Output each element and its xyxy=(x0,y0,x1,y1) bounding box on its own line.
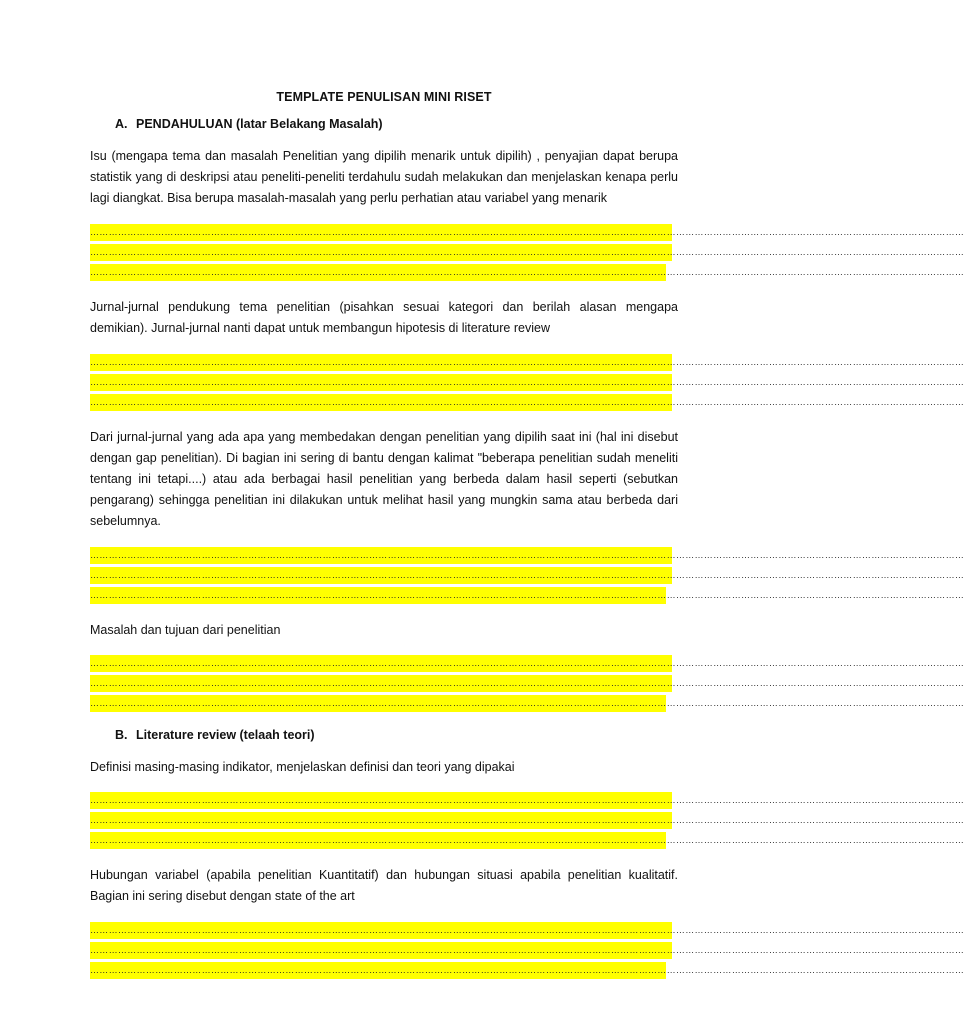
paragraph-jurnal: Jurnal-jurnal pendukung tema penelitian (pisahkan sesuai kategori dan berilah alasan mengapa demikian). Jurnal-jurnal nanti dapat untuk membangun hipotesis di literature review xyxy=(90,300,678,335)
section-b-heading xyxy=(90,728,678,742)
section-b-letter: B. xyxy=(115,728,128,742)
paragraph-masalah: Masalah dan tujuan dari penelitian xyxy=(90,623,281,637)
fill-in-block-6 xyxy=(90,922,964,979)
dotted-line: ………………………………………………………………………………………………………………………………………………………………………………………………………………………………………………………… xyxy=(90,547,672,564)
section-a-letter: A. xyxy=(115,117,128,131)
dotted-line: ………………………………………………………………………………………………………………………………………………………………………………………………………………………………………………………… xyxy=(90,922,672,939)
paragraph-gap: Dari jurnal-jurnal yang ada apa yang membedakan dengan penelitian yang dipilih saat ini (hal ini disebut dengan gap penelitian). Di bagian ini sering di bantu dengan kalimat "beberapa penelitian sudah meneliti tentang ini tetapi....) atau ada berbagai hasil penelitian yang berbeda dalam hasil seperti (sebutkan pengarang) sehingga penelitian ini dilakukan untuk melihat hasil yang mungkin sama atau berbeda dari sebelumnya. xyxy=(90,430,678,528)
fill-in-block-1 xyxy=(90,224,964,281)
fill-in-block-2 xyxy=(90,354,964,411)
fill-in-block-3 xyxy=(90,547,964,604)
section-b-title: Literature review (telaah teori) xyxy=(136,728,315,742)
dotted-line: ………………………………………………………………………………………………………………………………………………………………………………………………………………………………………………………… xyxy=(90,962,666,979)
dotted-line: ………………………………………………………………………………………………………………………………………………………………………………………………………………………………………………………… xyxy=(90,792,672,809)
dotted-line: ………………………………………………………………………………………………………………………………………………………………………………………………………………………………………………………… xyxy=(90,587,666,604)
fill-in-block-4 xyxy=(90,655,964,712)
dotted-line: ………………………………………………………………………………………………………………………………………………………………………………………………………………………………………………………… xyxy=(90,675,672,692)
dotted-line: ………………………………………………………………………………………………………………………………………………………………………………………………………………………………………………………… xyxy=(90,942,672,959)
paragraph-isu: Isu (mengapa tema dan masalah Penelitian yang dipilih menarik untuk dipilih) , penyajian dapat berupa statistik yang di deskripsi atau peneliti-peneliti terdahulu sudah melakukan dan menjelaskan kenapa perlu lagi diangkat. Bisa berupa masalah-masalah yang perlu perhatian atau variabel yang menarik xyxy=(90,149,678,205)
dotted-line: ………………………………………………………………………………………………………………………………………………………………………………………………………………………………………………………… xyxy=(90,264,666,281)
dotted-line: ………………………………………………………………………………………………………………………………………………………………………………………………………………………………………………………… xyxy=(90,354,672,371)
fill-in-block-5 xyxy=(90,792,964,849)
dotted-line: ………………………………………………………………………………………………………………………………………………………………………………………………………………………………………………………… xyxy=(90,394,672,411)
dotted-line: ………………………………………………………………………………………………………………………………………………………………………………………………………………………………………………………… xyxy=(90,832,666,849)
dotted-line: ………………………………………………………………………………………………………………………………………………………………………………………………………………………………………………………… xyxy=(90,695,666,712)
document-title: TEMPLATE PENULISAN MINI RISET xyxy=(276,90,492,104)
dotted-line: ………………………………………………………………………………………………………………………………………………………………………………………………………………………………………………………… xyxy=(90,374,672,391)
paragraph-hubungan: Hubungan variabel (apabila penelitian Kuantitatif) dan hubungan situasi apabila penelitian kualitatif. Bagian ini sering disebut dengan state of the art xyxy=(90,868,678,903)
section-a-title: PENDAHULUAN (latar Belakang Masalah) xyxy=(136,117,383,131)
dotted-line: ………………………………………………………………………………………………………………………………………………………………………………………………………………………………………………………… xyxy=(90,567,672,584)
dotted-line: ………………………………………………………………………………………………………………………………………………………………………………………………………………………………………………………… xyxy=(90,244,672,261)
paragraph-definisi: Definisi masing-masing indikator, menjelaskan definisi dan teori yang dipakai xyxy=(90,760,515,774)
dotted-line: ………………………………………………………………………………………………………………………………………………………………………………………………………………………………………………………… xyxy=(90,812,672,829)
dotted-line: ………………………………………………………………………………………………………………………………………………………………………………………………………………………………………………………… xyxy=(90,655,672,672)
dotted-line: ………………………………………………………………………………………………………………………………………………………………………………………………………………………………………………………… xyxy=(90,224,672,241)
section-a-heading xyxy=(90,117,678,131)
